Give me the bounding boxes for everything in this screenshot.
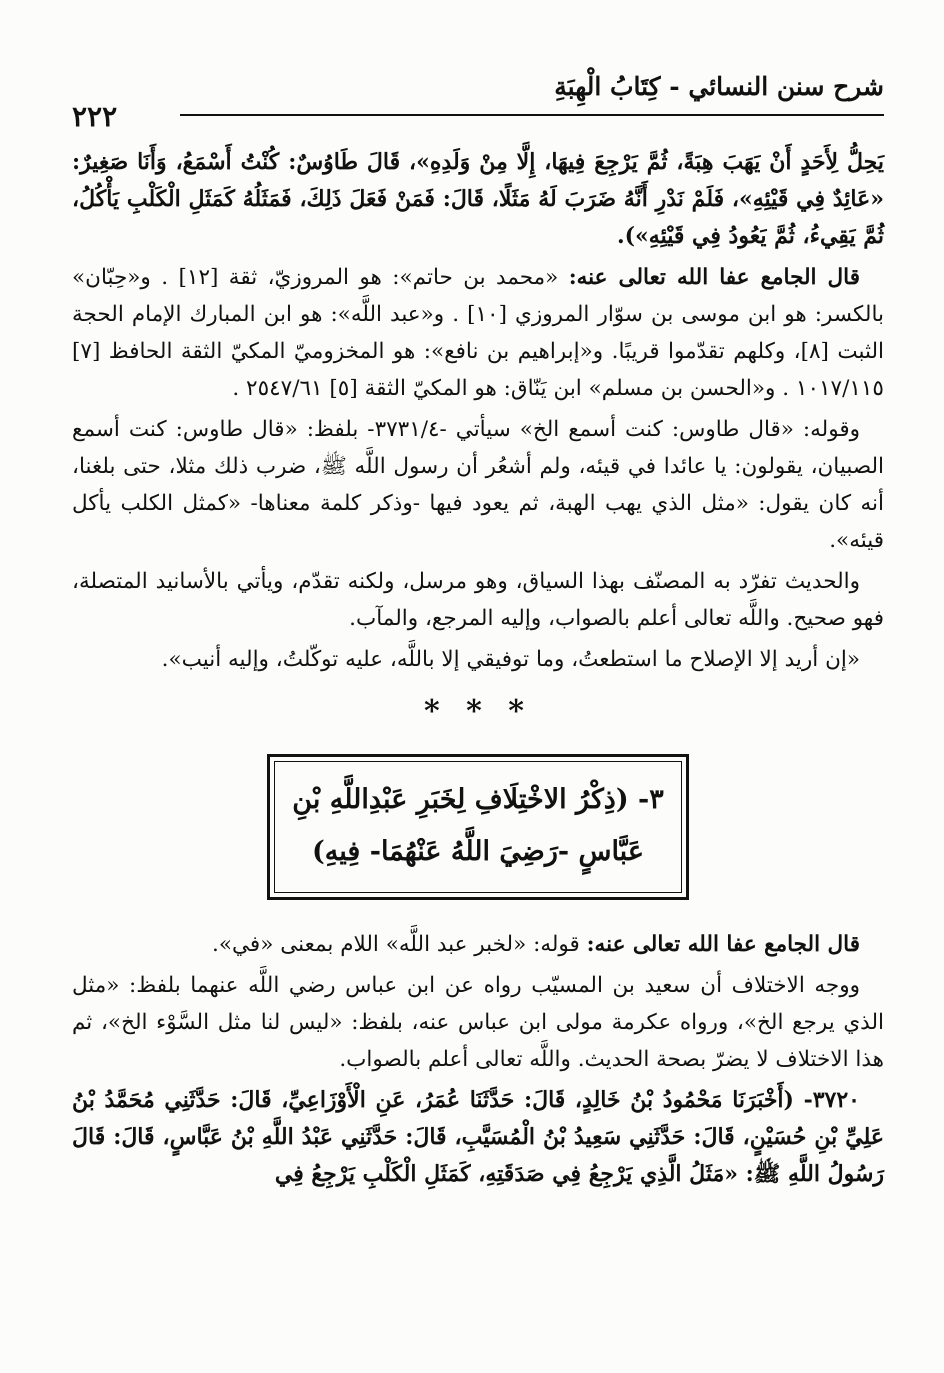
chapter-heading-frame [267,754,689,900]
commentary-chapter-intro [72,926,884,963]
book-page [72,60,884,1353]
commentary-lead: قال الجامع عفا الله تعالى عنه: [586,932,860,957]
page-number: ٢٢٢ [72,100,118,133]
hadith-3720: ٣٧٢٠- (أَخْبَرَنَا مَحْمُودُ بْنُ خَالِدٍ، قَالَ: حَدَّثَنَا عُمَرُ، عَنِ الْأَوْزَاعِيِّ، قَالَ: حَدَّثَنِي مُحَمَّدُ بْنُ عَلِيِّ بْنِ حُسَيْنٍ، قَالَ: حَدَّثَنِي سَعِيدُ بْنُ الْمُسَيَّبِ، قَالَ: حَدَّثَنِي عَبْدُ اللَّهِ بْنُ عَبَّاسٍ، قَالَ: قَالَ رَسُولُ اللَّهِ ﷺ: «مَثَلُ الَّذِي يَرْجِعُ فِي صَدَقَتِهِ، كَمَثَلِ الْكَلْبِ يَرْجِعُ فِي [72,1087,884,1187]
header-title: شرح سنن النسائي - كِتَابُ الْهِبَةِ [554,72,884,101]
chapter-heading-line2: عَبَّاسٍ -رَضِيَ اللَّهُ عَنْهُمَا- فِيهِ) [312,836,644,867]
commentary-grading: والحديث تفرّد به المصنّف بهذا السياق، وهو مرسل، ولكنه تقدّم، ويأتي بالأسانيد المتصلة، فهو صحيح. واللَّه تعالى أعلم بالصواب، وإليه المرجع، والمآب. [72,569,884,631]
commentary-difference: ووجه الاختلاف أن سعيد بن المسيّب رواه عن ابن عباس رضي اللَّه عنهما بلفظ: «مثل الذي يرجع الخ»، ورواه عكرمة مولى ابن عباس عنه، بلفظ: «ليس لنا مثل السَّوْء الخ»، ثم هذا الاختلاف لا يضرّ بصحة الحديث. واللَّه تعالى أعلم بالصواب. [72,973,884,1072]
running-header [72,72,884,133]
commentary-narrators [72,259,884,407]
commentary-text: «محمد بن حاتم»: هو المروزيّ، ثقة [١٢] . و«حِبّان» بالكسر: هو ابن موسى بن سوّار المروزي [١٠] . و«عبد اللَّه»: هو ابن المبارك الإمام الحجة الثبت [٨]، وكلهم تقدّموا قريبًا. و«إبراهيم بن نافع»: هو المخزوميّ المكيّ الثقة الحافظ [٧] ١٠١٧/١١٥ . و«الحسن بن مسلم» ابن يَنّاق: هو المكيّ الثقة [٥] ٢٥٤٧/٦١ . [72,265,884,401]
closing-dua: «إن أريد إلا الإصلاح ما استطعتُ، وما توفيقي إلا باللَّه، عليه توكّلتُ، وإليه أنيب». [161,647,860,672]
hadith-text-continuation: يَحِلُّ لِأَحَدٍ أَنْ يَهَبَ هِبَةً، ثُمَّ يَرْجِعَ فِيهَا، إِلَّا مِنْ وَلَدِهِ»، قَالَ طَاوُسٌ: كُنْتُ أَسْمَعُ، وَأَنَا صَغِيرٌ: «عَائِدٌ فِي قَيْئِهِ»، فَلَمْ نَدْرِ أَنَّهُ ضَرَبَ لَهُ مَثَلًا، قَالَ: فَمَنْ فَعَلَ ذَلِكَ، فَمَثَلُهُ كَمَثَلِ الْكَلْبِ يَأْكُلُ، ثُمَّ يَقِيءُ، ثُمَّ يَعُودُ فِي قَيْئِهِ»). [72,149,884,249]
chapter-heading [274,761,682,893]
section-separator: * * * [424,694,532,729]
chapter-heading-line1: ٣- (ذِكْرُ الاخْتِلَافِ لِخَبَرِ عَبْدِاللَّهِ بْنِ [292,784,664,815]
page-body [72,144,884,1197]
commentary-tawus: وقوله: «قال طاوس: كنت أسمع الخ» سيأتي -٣٧٣١/٤- بلفظ: «قال طاوس: كنت أسمع الصبيان، يقولون: يا عائدا في قيئه، ولم أشعُر أن رسول اللَّه ﷺ، ضرب ذلك مثلا، حتى بلغنا، أنه كان يقول: «مثل الذي يهب الهبة، ثم يعود فيها -وذكر كلمة معناها- «كمثل الكلب يأكل قيئه». [72,417,884,553]
commentary-text: قوله: «لخبر عبد اللَّه» اللام بمعنى «في». [212,932,587,957]
commentary-lead: قال الجامع عفا الله تعالى عنه: [568,265,861,290]
header-rule [180,114,884,116]
